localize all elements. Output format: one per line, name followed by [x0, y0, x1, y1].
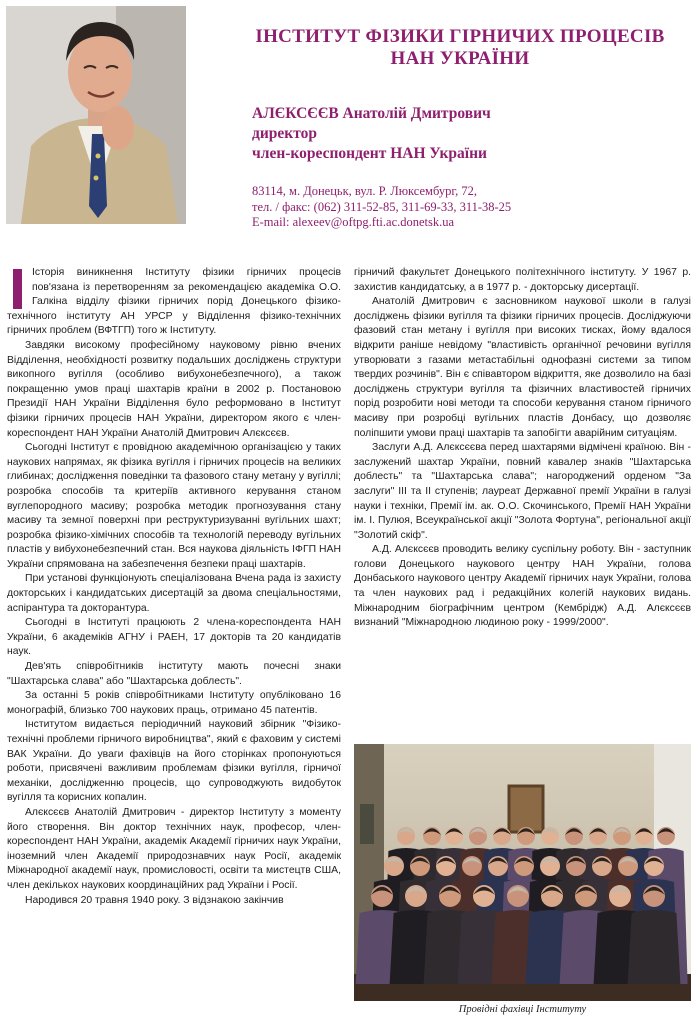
- article-paragraph: За останні 5 років співробітниками Інституту опубліковано 16 монографій, близько 700 наукових праць, отримано 45 патентів.: [7, 690, 341, 716]
- director-portrait: [6, 6, 186, 224]
- article-paragraph: А.Д. Алєксєєв проводить велику суспільну роботу. Він - заступник голови Донецького наукового центру НАН України, голова Донбаського наукового центру Академії гірничих наук України, голова та член наукових рад і редакційних колегій наукових видань. Міжнародним біографічним центром (Кембрідж) А.Д. Алєксєєв визнаний "Міжнародною людиною року - 1999/2000".: [354, 544, 691, 629]
- article-paragraph: Заслуги А.Д. Алєксєєва перед шахтарями відмічені країною. Він - заслужений шахтар України, повний кавалер знаків "Шахтарська доблесть" та "Шахтарська слава"; нагороджений орденом "За заслуги" ІІІ та ІІ ступенів; лауреат Державної премії України в галузі науки і техніки, Премії ім. ак. О.О. Скочинського, Премії НАН України ім. І. Пулюя, Всеукраїнської акції "Золота Фортуна", регіональної акції "Золотий скіф".: [354, 442, 691, 541]
- article-paragraph: Народився 20 травня 1940 року. З відзнакою закінчив: [25, 894, 284, 906]
- person-position: директор: [252, 125, 317, 142]
- staff-group-photo: [354, 744, 691, 1001]
- address-line: 83114, м. Донецьк, вул. Р. Люксембург, 72,: [252, 184, 477, 198]
- article-paragraph: Анатолій Дмитрович є засновником наукової школи в галузі досліджень фізики вугілля та фізики гірничих процесів. Досліджуючи фазовий стан метану і вугілля при високих тисках, йому вдалося відкрити раніше невідому "властивість органічної речовини вугілля утворювати з газами метастабільні однофазні системи за типом твердих розчинів". Він є співавтором відкриття, яке дозволило на базі досліджень структури вугілля та фізичних властивостей гірничих порід розробити нові методи та способи керування станом гірничого масиву при розробці вугільних пластів Донбасу, що дозволяє поліпшити умови праці шахтарів та запобігти аварійним ситуаціям.: [354, 296, 691, 439]
- article-paragraph: Алєксєєв Анатолій Дмитрович - директор Інституту з моменту його створення. Він доктор технічних наук, професор, член-кореспондент НАН України, академік Академії гірничих наук України, іноземний член Академії природознавчих наук Росії, академік Міжнародної академії наук, промисловості, освіти та мистецтв США, член декількох наукових координаційних рад України і Росії.: [7, 806, 341, 891]
- email-link[interactable]: E-mail: alexeev@oftpg.fti.ac.donetsk.ua: [252, 215, 455, 229]
- article-paragraph: Сьогодні в Інституті працюють 2 члена-кореспондента НАН України, 6 академіків АГНУ і РАЕН, 17 докторів та 20 кандидатів наук.: [7, 617, 341, 658]
- person-name: [252, 104, 491, 124]
- drop-cap-bar: [13, 269, 22, 309]
- photo-caption: Провідні фахівці Інституту: [458, 1004, 587, 1015]
- person-rank: член-кореспондент НАН України: [252, 145, 487, 162]
- phone-line: тел. / факс: (062) 311-52-85, 311-69-33, 311-38-25: [252, 199, 512, 214]
- article-right-column: [354, 266, 691, 631]
- institute-title: ІНСТИТУТ ФІЗИКИ ГІРНИЧИХ ПРОЦЕСІВ НАН УКРАЇНИ: [255, 26, 665, 69]
- article-paragraph: гірничий факультет Донецького політехнічного інституту. У 1967 р. захистив кандидатську, а в 1977 р. - докторську дисертації.: [354, 267, 691, 293]
- staff-group-photo-image: [354, 744, 691, 1001]
- article-paragraph: При установі функціонують спеціалізована Вчена рада із захисту докторських і кандидатських дисертацій за двома спеціальностями, аспірантура та докторантура.: [7, 573, 341, 614]
- director-portrait-image: [6, 6, 186, 224]
- article-paragraph: Завдяки високому професійному науковому рівню вчених Відділення, необхідності розвитку подальших досліджень структури викопного вугілля (особливо вибухонебезпечного), а також покращенню умов праці шахтарів країни в 2002 р. Постановою Президії НАН України Відділення було реформовано в Інститут фізики гірничих процесів НАН України, директором якого є член-кореспондент НАН України Анатолій Дмитрович Алєксєєв.: [7, 339, 341, 439]
- article-paragraph: Сьогодні Інститут є провідною академічною організацією у таких наукових напрямах, як фізика вугілля і гірничих процесів на великих глибинах; дослідження поведінки та фазового стану метану у вугіллі; розробка способів та критеріїв активного керування станом вуглепородного масиву; розробка методик прогнозування стану масиву та земної поверхні при реструктуризуванні вугільних шахт; розробка фізико-хімічних способів та технологій переводу вугільних пластів у вибухонебезпечний стан. Вся наукова діяльність ІФГП НАН України спрямована на забезпечення безпеки праці шахтарів.: [7, 442, 341, 570]
- person-block: [252, 104, 491, 164]
- article-paragraph: Історія виникнення Інституту фізики гірничих процесів пов'язана із перетворенням за рекомендацією академіка О.О. Галкіна відділу фізики гірничих порід Донецького фізико-технічного інституту АН УРСР у Відділення фізико-технічних гірничих проблем (ВФТГП) того ж Інституту.: [7, 267, 341, 337]
- contacts-block: [252, 184, 511, 231]
- article-paragraph: Дев'ять співробітників інституту мають почесні знаки "Шахтарська слава" або "Шахтарська доблесть".: [7, 661, 341, 687]
- article-left-column: [7, 266, 341, 908]
- person-given-name: Анатолій Дмитрович: [342, 105, 491, 122]
- person-surname: АЛЄКСЄЄВ: [252, 105, 339, 122]
- article-paragraph: Інститутом видається періодичний науковий збірник "Фізико-технічні проблеми гірничого виробництва", який є фаховим у системі ВАК України. До уваги фахівців на його сторінках пропонуються роботи, присвячені важливим проблемам фізики вугілля, гірничої механіки, дослідженню процесів, що супроводжують видобуток вугілля та корисних копалин.: [7, 719, 341, 804]
